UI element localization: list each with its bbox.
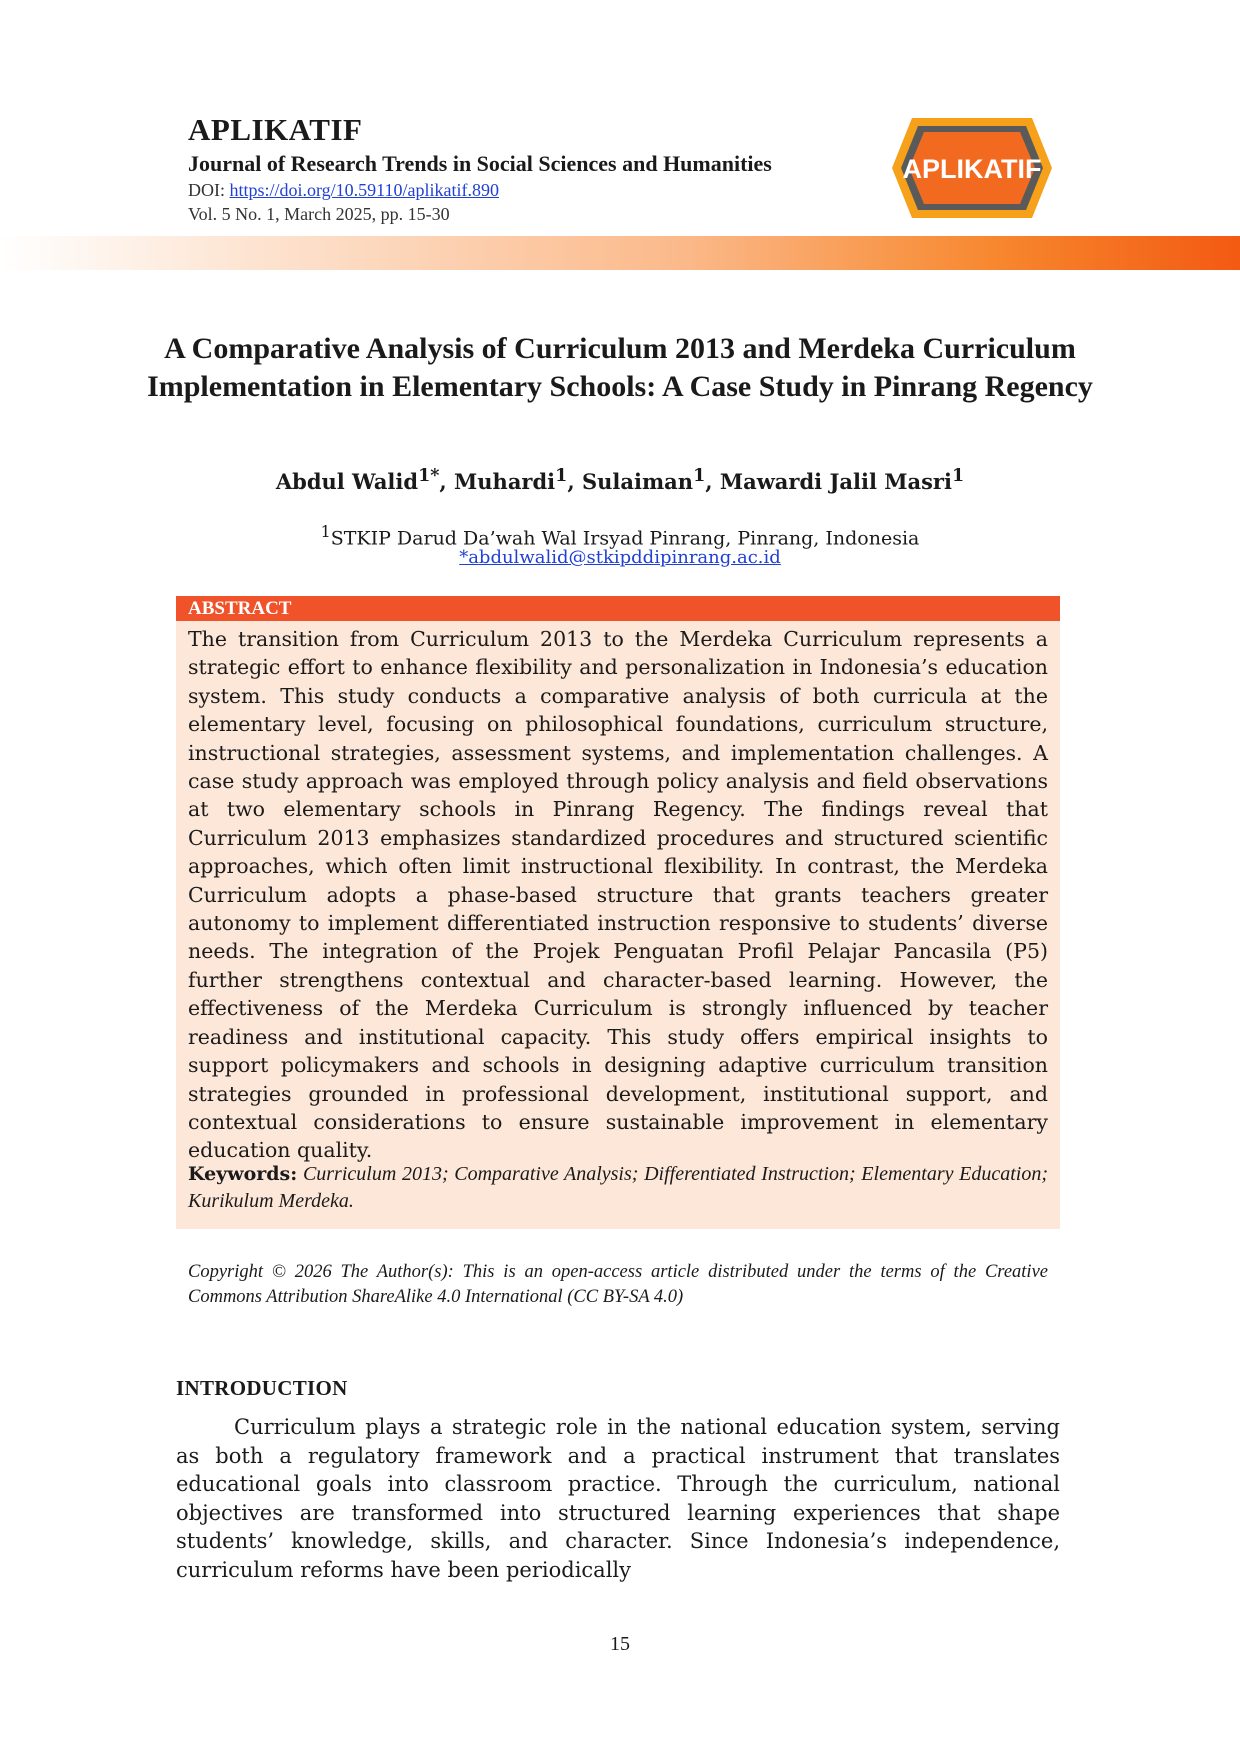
journal-subtitle: Journal of Research Trends in Social Sciences and Humanities [188,151,772,176]
logo-text: APLIKATIF [902,154,1042,184]
aplikatif-logo-icon [892,118,1052,218]
abstract-box [176,596,1060,1229]
doi-line [188,180,499,201]
header-gradient-bar [0,236,1240,270]
abstract-text: The transition from Curriculum 2013 to the Merdeka Curriculum represents a strategic effort to enhance flexibility and personalization in Indonesia’s education system. This study conducts a comparative analysis of both curricula at the elementary level, focusing on philosophical foundations, curriculum structure, instructional strategies, assessment systems, and implementation challenges. A case study approach was employed through policy analysis and field observations at two elementary schools in Pinrang Regency. The findings reveal that Curriculum 2013 emphasizes standardized procedures and structured scientific approaches, which often limit instructional flexibility. In contrast, the Merdeka Curriculum adopts a phase-based structure that grants teachers greater autonomy to implement differentiated instruction responsive to students’ diverse needs. The integration of the Projek Penguatan Profil Pelajar Pancasila (P5) further strengthens contextual and character-based learning. However, the effectiveness of the Merdeka Curriculum is strongly influenced by teacher readiness and institutional capacity. This study offers empirical insights to support policymakers and schools in designing adaptive curriculum transition strategies grounded in professional development, institutional support, and contextual considerations to ensure sustainable improvement in elementary education quality. [188,627,1048,1163]
affiliation [140,522,1100,549]
introduction-heading: INTRODUCTION [176,1376,348,1400]
corresponding-email[interactable] [140,547,1100,568]
journal-name: APLIKATIF [188,112,363,147]
doi-label: DOI: [188,180,225,200]
author-sup: 1* [418,466,440,486]
author-name: Mawardi Jalil Masri [719,469,952,494]
copyright-notice: Copyright © 2026 The Author(s): This is an open-access article distributed under the terms of the Creative Commons Attribution ShareAlike 4.0 International (CC BY-SA 4.0) [188,1262,1048,1307]
keywords-list: Curriculum 2013; Comparative Analysis; Differentiated Instruction; Elementary Education; Kurikulum Merdeka. [188,1163,1049,1212]
author-name: Muhardi [454,469,556,494]
article-title: A Comparative Analysis of Curriculum 2013 and Merdeka Curriculum Implementation in Elementary Schools: A Case Study in Pinrang Regency [147,332,1093,403]
page-number: 15 [610,1633,630,1655]
author-name: Abdul Walid [275,469,419,494]
author-sup: 1 [693,466,706,486]
affiliation-sup: 1 [320,522,331,541]
author-sup: 1 [951,466,965,486]
volume-info: Vol. 5 No. 1, March 2025, pp. 15-30 [188,204,450,224]
email-link[interactable]: *abdulwalid@stkipddipinrang.ac.id [459,547,781,568]
affiliation-text: STKIP Darud Da’wah Wal Irsyad Pinrang, Pinrang, Indonesia [330,527,920,550]
introduction-text: Curriculum plays a strategic role in the national education system, serving as both a regulatory framework and a practical instrument that translates educational goals into classroom practice. Through the curriculum, national objectives are transformed into structured learning experiences that shape students’ knowledge, skills, and character. Since Indonesia’s independence, curriculum reforms have been periodically [176,1415,1060,1582]
author-name: Sulaiman [581,469,694,494]
keywords-label: Keywords: [188,1163,298,1185]
keywords [188,1161,1048,1215]
abstract-heading: ABSTRACT [176,596,1060,621]
author-list: Abdul Walid$^{1*}$, Muhardi$^1$, Sulaiman$^1$, Mawardi Jalil Masri$^1$ [275,466,965,494]
doi-link[interactable]: https://doi.org/10.59110/aplikatif.890 [229,180,499,200]
author-sup: 1 [555,466,568,486]
